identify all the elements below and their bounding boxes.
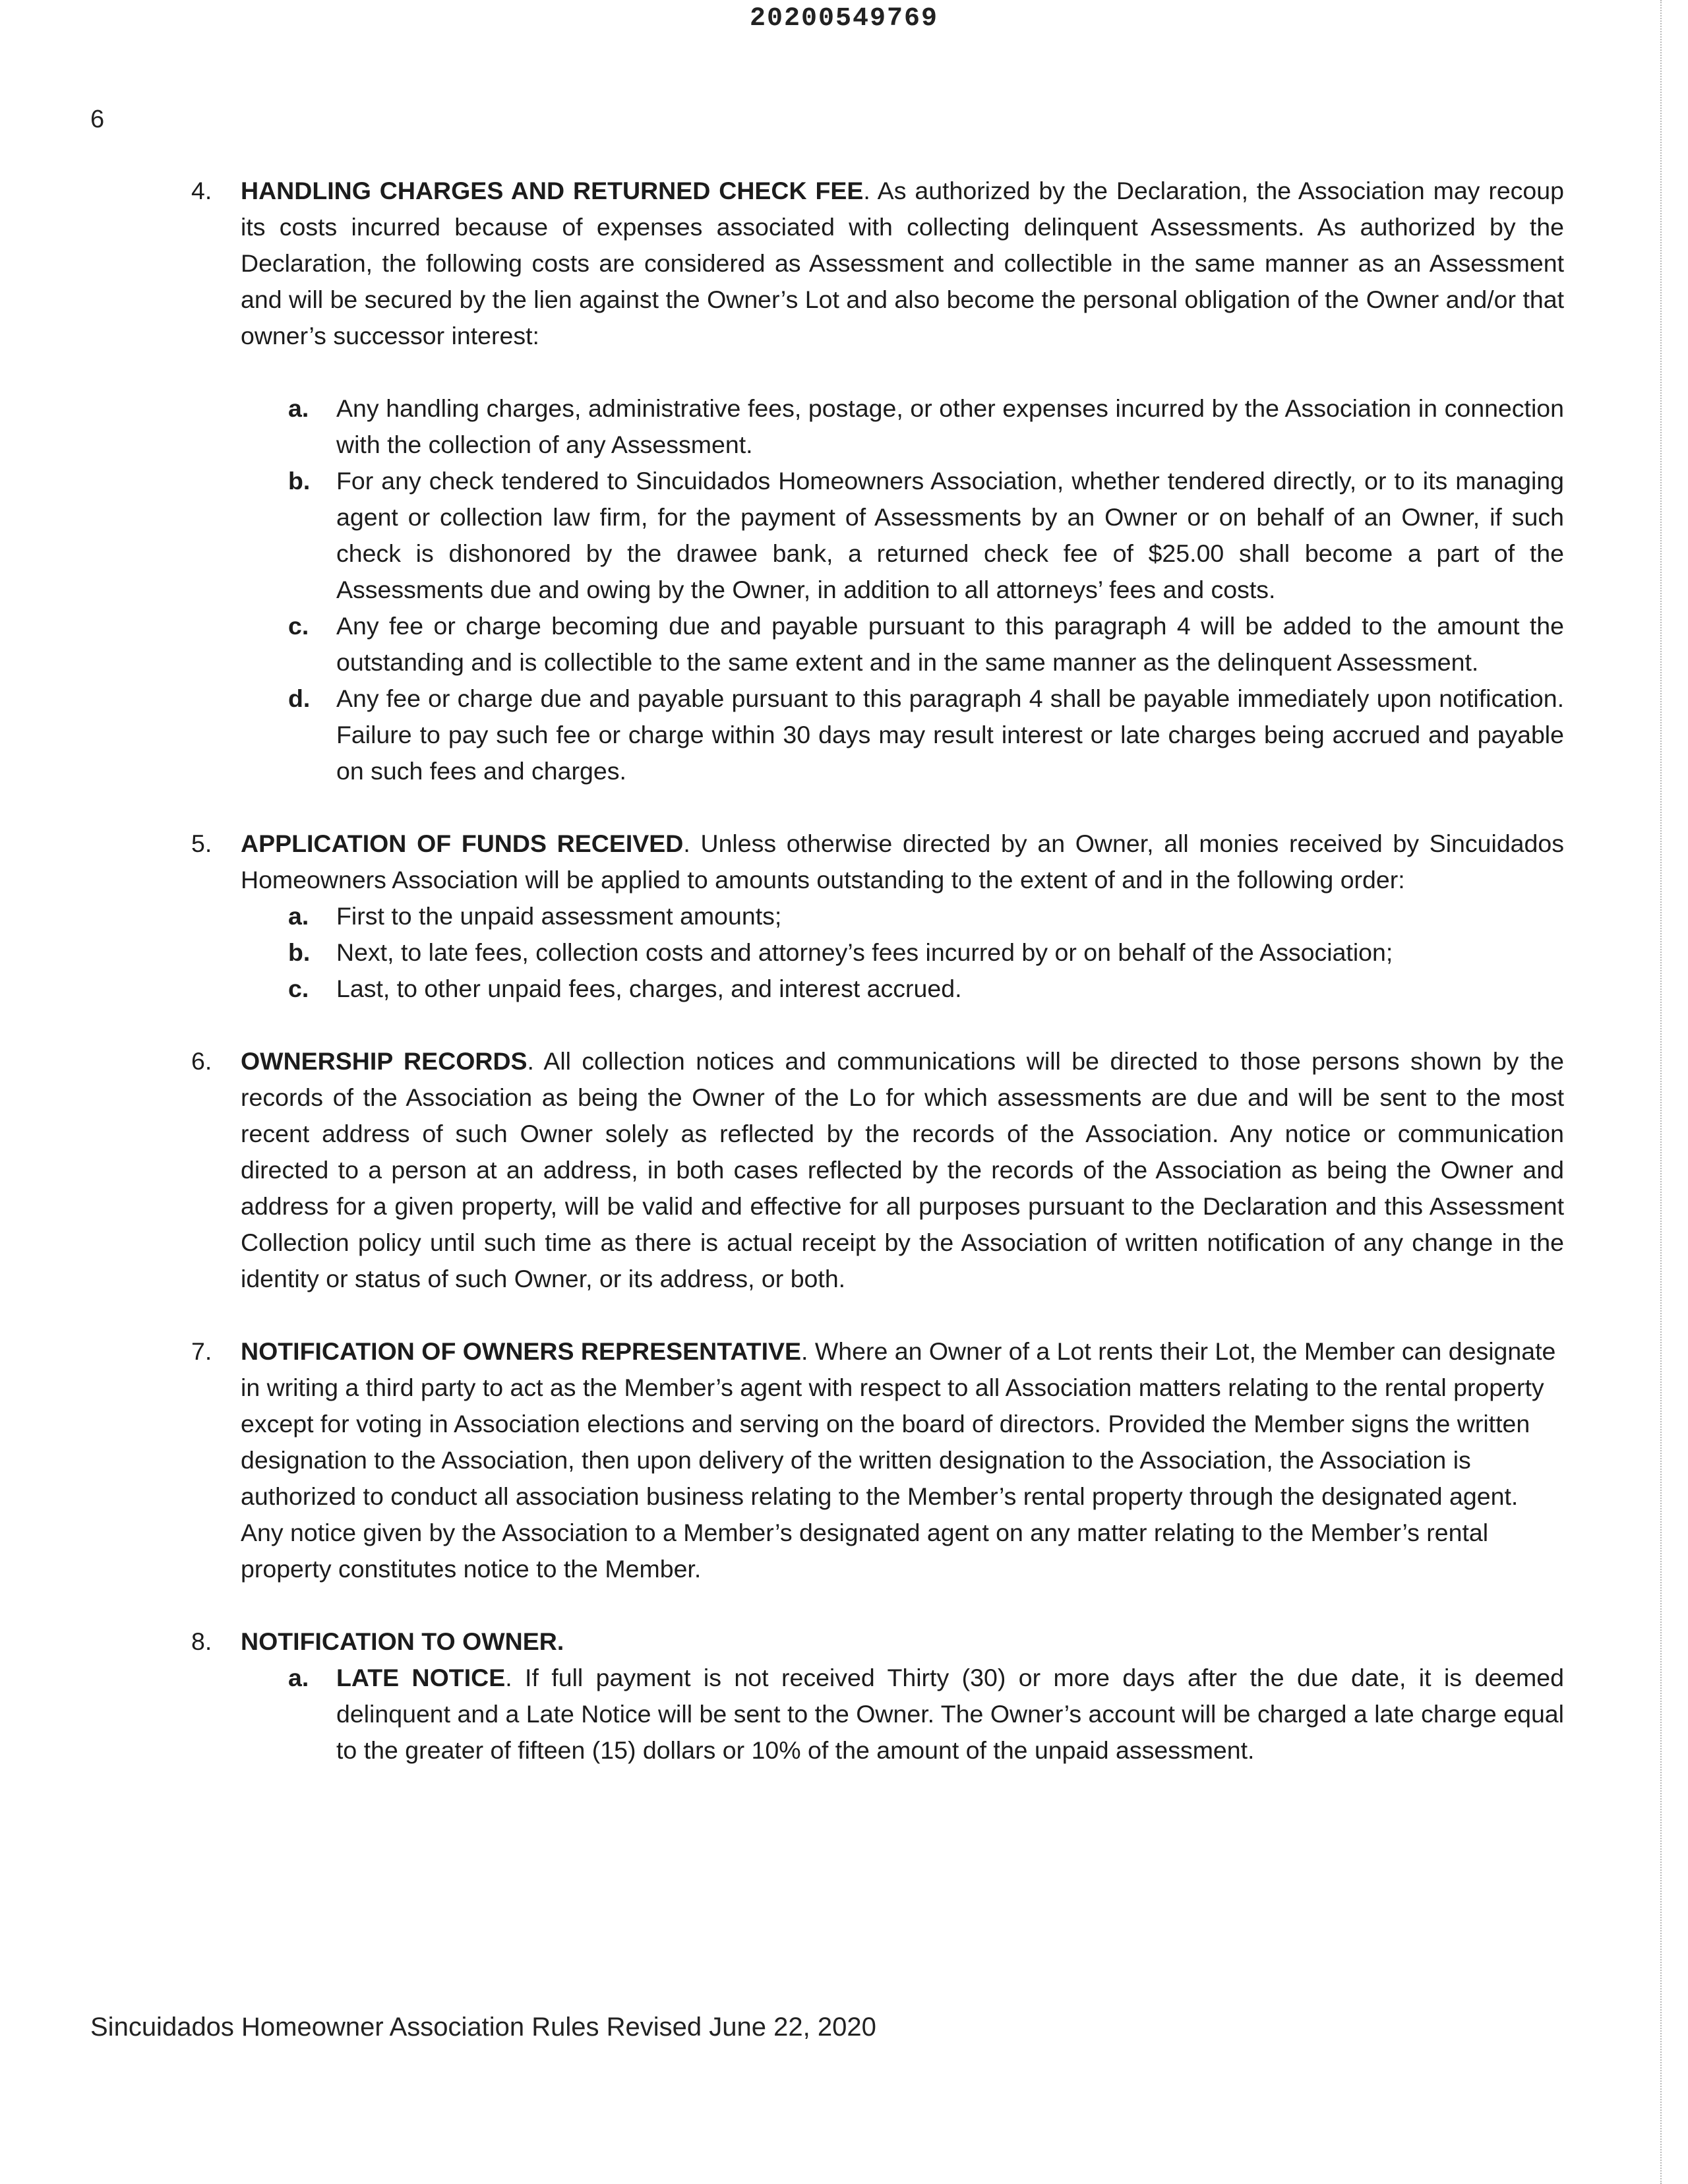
page-footer: Sincuidados Homeowner Association Rules Revised June 22, 2020 [90,2013,876,2042]
section-text: . Unless otherwise directed by an Owner, all monies received by Sincuidados Homeowners Association will be applied to amounts outstanding to the extent of and in the following order: [241,830,1565,894]
section-6 [191,1043,1564,1297]
list-item-letter: a. [288,1664,309,1691]
list-item-text: . If full payment is not received Thirty (30) or more days after the due date, it is deemed delinquent and a Late Notice will be sent to the Owner. The Owner’s account will be charged a late charge equal to the greater of fifteen (15) dollars or 10% of the amount of the unpaid assessment. [336,1664,1564,1764]
section-number: 5. [191,830,212,857]
list-item [241,463,1564,608]
section-number: 7. [191,1337,212,1365]
list-item-text: For any check tendered to Sincuidados Homeowners Association, whether tendered directly, or to its managing agent or collection law firm, for the payment of Assessments by an Owner or on behalf of an Owner, if such check is dishonored by the drawee bank, a returned check fee of $25.00 shall become a part of the Assessments due and owing by the Owner, in addition to all attorneys’ fees and costs. [336,467,1564,603]
section-text: . Where an Owner of a Lot rents their Lot, the Member can designate in writing a third party to act as the Member’s agent with respect to all Association matters relating to the rental property except for voting in Association elections and serving on the board of directors. Provided the Member signs the written designation to the Association, then upon delivery of the written designation to the Association, the Association is authorized to conduct all association business relating to the Member’s rental property through the designated agent. Any notice given by the Association to a Member’s designated agent on any matter relating to the Member’s rental property constitutes notice to the Member. [241,1337,1556,1583]
list-item-letter: a. [288,902,309,930]
list-item-heading: LATE NOTICE [336,1664,506,1691]
scan-edge-line [1660,0,1662,2184]
section-heading: OWNERSHIP RECORDS [241,1047,528,1075]
section-text: . All collection notices and communications will be directed to those persons shown by the records of the Association as being the Owner of the Lo for which assessments are due and will be sent to the most recent address of such Owner solely as reflected by the records of the Association. Any notice or communication directed to a person at an address, in both cases reflected by the records of the Association as being the Owner and address for a given property, will be valid and effective for all purposes pursuant to the Declaration and this Assessment Collection policy until such time as there is actual receipt by the Association of written notification of any change in the identity or status of such Owner, or its address, or both. [241,1047,1564,1292]
list-item [241,390,1564,463]
section-5 [191,826,1564,1007]
list-item-text: First to the unpaid assessment amounts; [336,902,782,930]
list-item [241,608,1564,681]
list-item-letter: d. [288,684,311,712]
section-text: . As authorized by the Declaration, the Association may recoup its costs incurred because of expenses associated with collecting delinquent Assessments. As authorized by the Declaration, the following costs are considered as Assessment and collectible in the same manner as an Assessment and will be secured by the lien against the Owner’s Lot and also become the personal obligation of the Owner and/or that owner’s successor interest: [241,177,1564,349]
list-item-text: Last, to other unpaid fees, charges, and interest accrued. [336,975,962,1002]
sub-list [241,1660,1564,1769]
page-number: 6 [90,106,105,133]
list-item-text: Next, to late fees, collection costs and attorney’s fees incurred by or on behalf of the Association; [336,938,1393,966]
list-item-letter: b. [288,467,311,495]
list-item-text: Any handling charges, administrative fees, postage, or other expenses incurred by the Association in connection with the collection of any Assessment. [336,394,1564,458]
list-item [241,681,1564,789]
section-7 [191,1333,1564,1587]
section-number: 6. [191,1047,212,1075]
section-4 [191,173,1564,789]
list-item-letter: b. [288,938,311,966]
section-heading: NOTIFICATION OF OWNERS REPRESENTATIVE [241,1337,802,1365]
list-item [241,898,1564,934]
sub-list [241,390,1564,789]
section-heading: NOTIFICATION TO OWNER. [241,1627,564,1655]
document-number: 20200549769 [749,4,939,34]
list-item-letter: c. [288,612,309,640]
list-item-letter: c. [288,975,309,1002]
sub-list [241,898,1564,1007]
document-body [191,173,1564,1805]
list-item [241,971,1564,1007]
list-item-text: Any fee or charge due and payable pursuant to this paragraph 4 shall be payable immediately upon notification. Failure to pay such fee or charge within 30 days may result interest or late charges being accrued and payable on such fees and charges. [336,684,1564,785]
section-heading: HANDLING CHARGES AND RETURNED CHECK FEE [241,177,864,204]
section-number: 8. [191,1627,212,1655]
section-heading: APPLICATION OF FUNDS RECEIVED [241,830,684,857]
list-item [241,934,1564,971]
section-8 [191,1623,1564,1769]
list-item [241,1660,1564,1769]
section-number: 4. [191,177,212,204]
list-item-letter: a. [288,394,309,422]
list-item-text: Any fee or charge becoming due and payable pursuant to this paragraph 4 will be added to the amount the outstanding and is collectible to the same extent and in the same manner as the delinquent Assessment. [336,612,1564,676]
